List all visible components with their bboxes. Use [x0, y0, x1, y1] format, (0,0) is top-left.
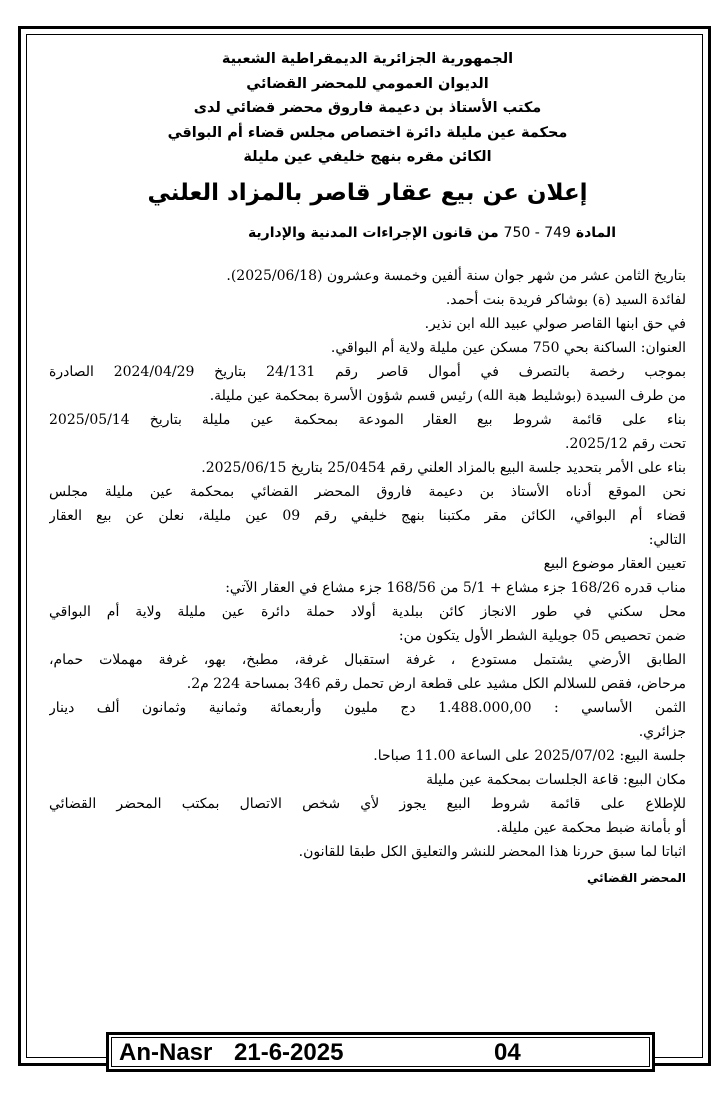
announcement-border [18, 26, 711, 1066]
body-line: لفائدة السيد (ة) بوشاكر فريدة بنت أحمد. [445, 291, 686, 308]
letterhead-line: الجمهورية الجزائرية الديمقراطية الشعبية [221, 51, 514, 67]
body-line: العنوان: الساكنة بحي 750 مسكن عين مليلة ولاية أم البواقي. [330, 339, 686, 356]
announcement-body [49, 264, 686, 864]
legal-reference-prefix: المادة [575, 224, 616, 241]
body-line: مكان البيع: قاعة الجلسات بمحكمة عين مليلة [426, 771, 686, 788]
letterhead-line: مكتب الأستاذ بن دعيمة فاروق محضر قضائي لدى [193, 100, 542, 116]
body-line: للإطلاع على قائمة شروط البيع يجوز لأي شخص الاتصال بمكتب المحضر القضائي [49, 795, 686, 812]
body-line: جلسة البيع: 2025/07/02 على الساعة 11.00 صباحا. [373, 747, 686, 764]
body-line: تعيين العقار موضوع البيع [543, 555, 686, 572]
announcement-title: إعلان عن بيع عقار قاصر بالمزاد العلني [147, 179, 588, 206]
body-line: التالي: [648, 531, 686, 548]
body-line: نحن الموقع أدناه الأستاذ بن دعيمة فاروق المحضر القضائي بمحكمة عين مليلة مجلس [49, 483, 686, 500]
body-line: بناء على قائمة شروط بيع العقار المودعة بمحكمة عين مليلة بتاريخ 2025/05/14 [49, 411, 686, 428]
body-line: بناء على الأمر بتحديد جلسة البيع بالمزاد العلني رقم 25/0454 بتاريخ 2025/06/15. [201, 459, 686, 476]
body-line: في حق ابنها القاصر صولي عبيد الله ابن نذير. [424, 315, 686, 332]
body-line: بتاريخ الثامن عشر من شهر جوان سنة ألفين وخمسة وعشرون (2025/06/18). [226, 267, 686, 284]
body-line: قضاء أم البواقي، الكائن مقر مكتبنا بنهج خليفي رقم 09 عين مليلة، نعلن عن بيع العقار [49, 507, 686, 524]
letterhead-line: الديوان العمومي للمحضر القضائي [246, 75, 489, 92]
body-line: محل سكني في طور الانجاز كائن ببلدية أولاد حملة دائرة عين مليلة ولاية أم البواقي [49, 603, 686, 620]
legal-reference-articles: 749 - 750 [503, 224, 571, 241]
publication-name: An-Nasr [119, 1039, 213, 1066]
legal-reference [49, 222, 686, 244]
letterhead-line: محكمة عين مليلة دائرة اختصاص مجلس قضاء أم البواقي [167, 124, 568, 141]
announcement-content [49, 47, 686, 888]
body-line: اثباتا لما سبق حررنا هذا المحضر للنشر والتعليق الكل طبقا للقانون. [298, 843, 686, 860]
body-line: مرحاض، فقص للسلالم الكل مشيد على قطعة ارض تحمل رقم 346 بمساحة 224 م2. [186, 675, 686, 692]
body-line: الطابق الأرضي يشتمل مستودع ، غرفة استقبال غرفة، مطبخ، بهو، غرفة مهملات حمام، [49, 651, 686, 668]
body-line: من طرف السيدة (بوشليط هبة الله) رئيس قسم شؤون الأسرة بمحكمة عين مليلة. [209, 387, 686, 404]
body-line: بموجب رخصة بالتصرف في أموال قاصر رقم 24/131 بتاريخ 2024/04/29 الصادرة [49, 363, 686, 380]
body-line: تحت رقم 2025/12. [565, 435, 686, 452]
body-line: مناب قدره 168/26 جزء مشاع + 5/1 من 168/56 جزء مشاع في العقار الآتي: [225, 579, 686, 596]
publication-date: 21-6-2025 [234, 1039, 344, 1066]
body-line: أو بأمانة ضبط محكمة عين مليلة. [496, 819, 686, 836]
letterhead [49, 47, 686, 170]
publication-footer [106, 1032, 655, 1072]
legal-reference-suffix: من قانون الإجراءات المدنية والإدارية [247, 224, 499, 241]
body-line: ضمن تحصيص 05 جويلية الشطر الأول يتكون من: [398, 627, 686, 644]
letterhead-line: الكائن مقره بنهج خليفي عين مليلة [243, 149, 492, 165]
signature: المحضر القضائي [586, 870, 686, 885]
body-line: الثمن الأساسي : 1.488.000,00 دج مليون وأربعمائة وثمانية وثمانون ألف دينار [49, 699, 686, 716]
page-number: 04 [494, 1039, 521, 1066]
body-line: جزائري. [638, 723, 686, 740]
